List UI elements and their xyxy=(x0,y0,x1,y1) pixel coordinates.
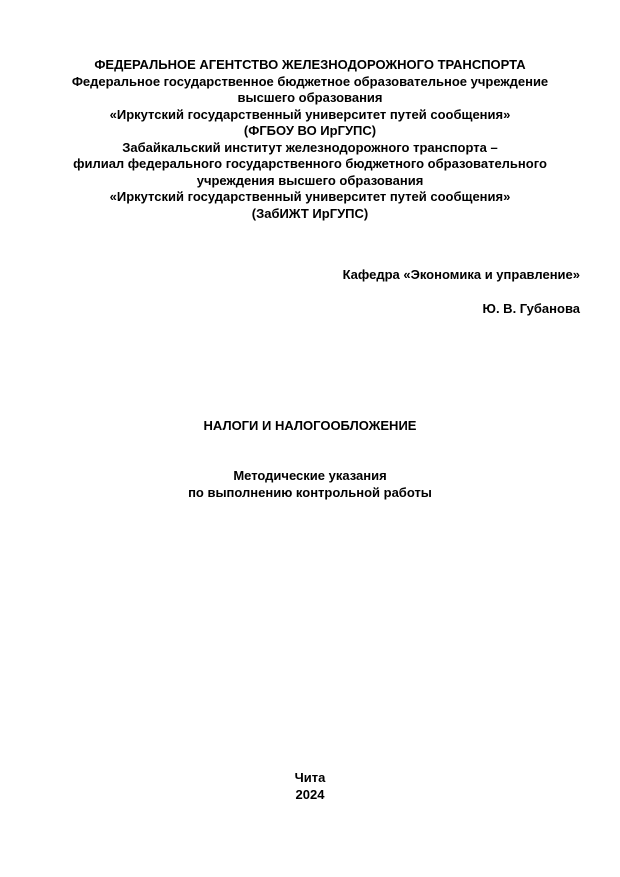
header-line-university-abbr: (ФГБОУ ВО ИрГУПС) xyxy=(243,123,377,138)
header-line-university-name: «Иркутский государственный университет путей сообщения» xyxy=(109,106,511,122)
header-line-institution-type: Федеральное государственное бюджетное образовательное учреждение xyxy=(71,73,549,89)
header-line-education-level: высшего образования xyxy=(237,90,383,105)
header-line-branch-abbr: (ЗабИЖТ ИрГУПС) xyxy=(251,205,369,221)
document-subtitle xyxy=(0,468,620,501)
publication-footer xyxy=(0,769,620,803)
header-line-agency: ФЕДЕРАЛЬНОЕ АГЕНТСТВО ЖЕЛЕЗНОДОРОЖНОГО ТРАНСПОРТА xyxy=(94,57,526,72)
header-line-branch-level: учреждения высшего образования xyxy=(196,172,424,188)
publication-city: Чита xyxy=(294,770,326,785)
department-name: Кафедра «Экономика и управление» xyxy=(342,267,580,282)
header-line-parent-university: «Иркутский государственный университет путей сообщения» xyxy=(109,189,511,204)
document-title: НАЛОГИ И НАЛОГООБЛОЖЕНИЕ xyxy=(203,418,417,433)
subtitle-line-1: Методические указания xyxy=(233,468,387,483)
publication-year: 2024 xyxy=(295,787,325,802)
author-name: Ю. В. Губанова xyxy=(482,301,580,316)
subtitle-line-2: по выполнению контрольной работы xyxy=(188,484,432,500)
header-line-branch-type: филиал федерального государственного бюджетного образовательного xyxy=(73,156,547,171)
institution-header xyxy=(60,57,560,222)
header-line-branch-name: Забайкальский институт железнодорожного транспорта – xyxy=(122,139,498,155)
